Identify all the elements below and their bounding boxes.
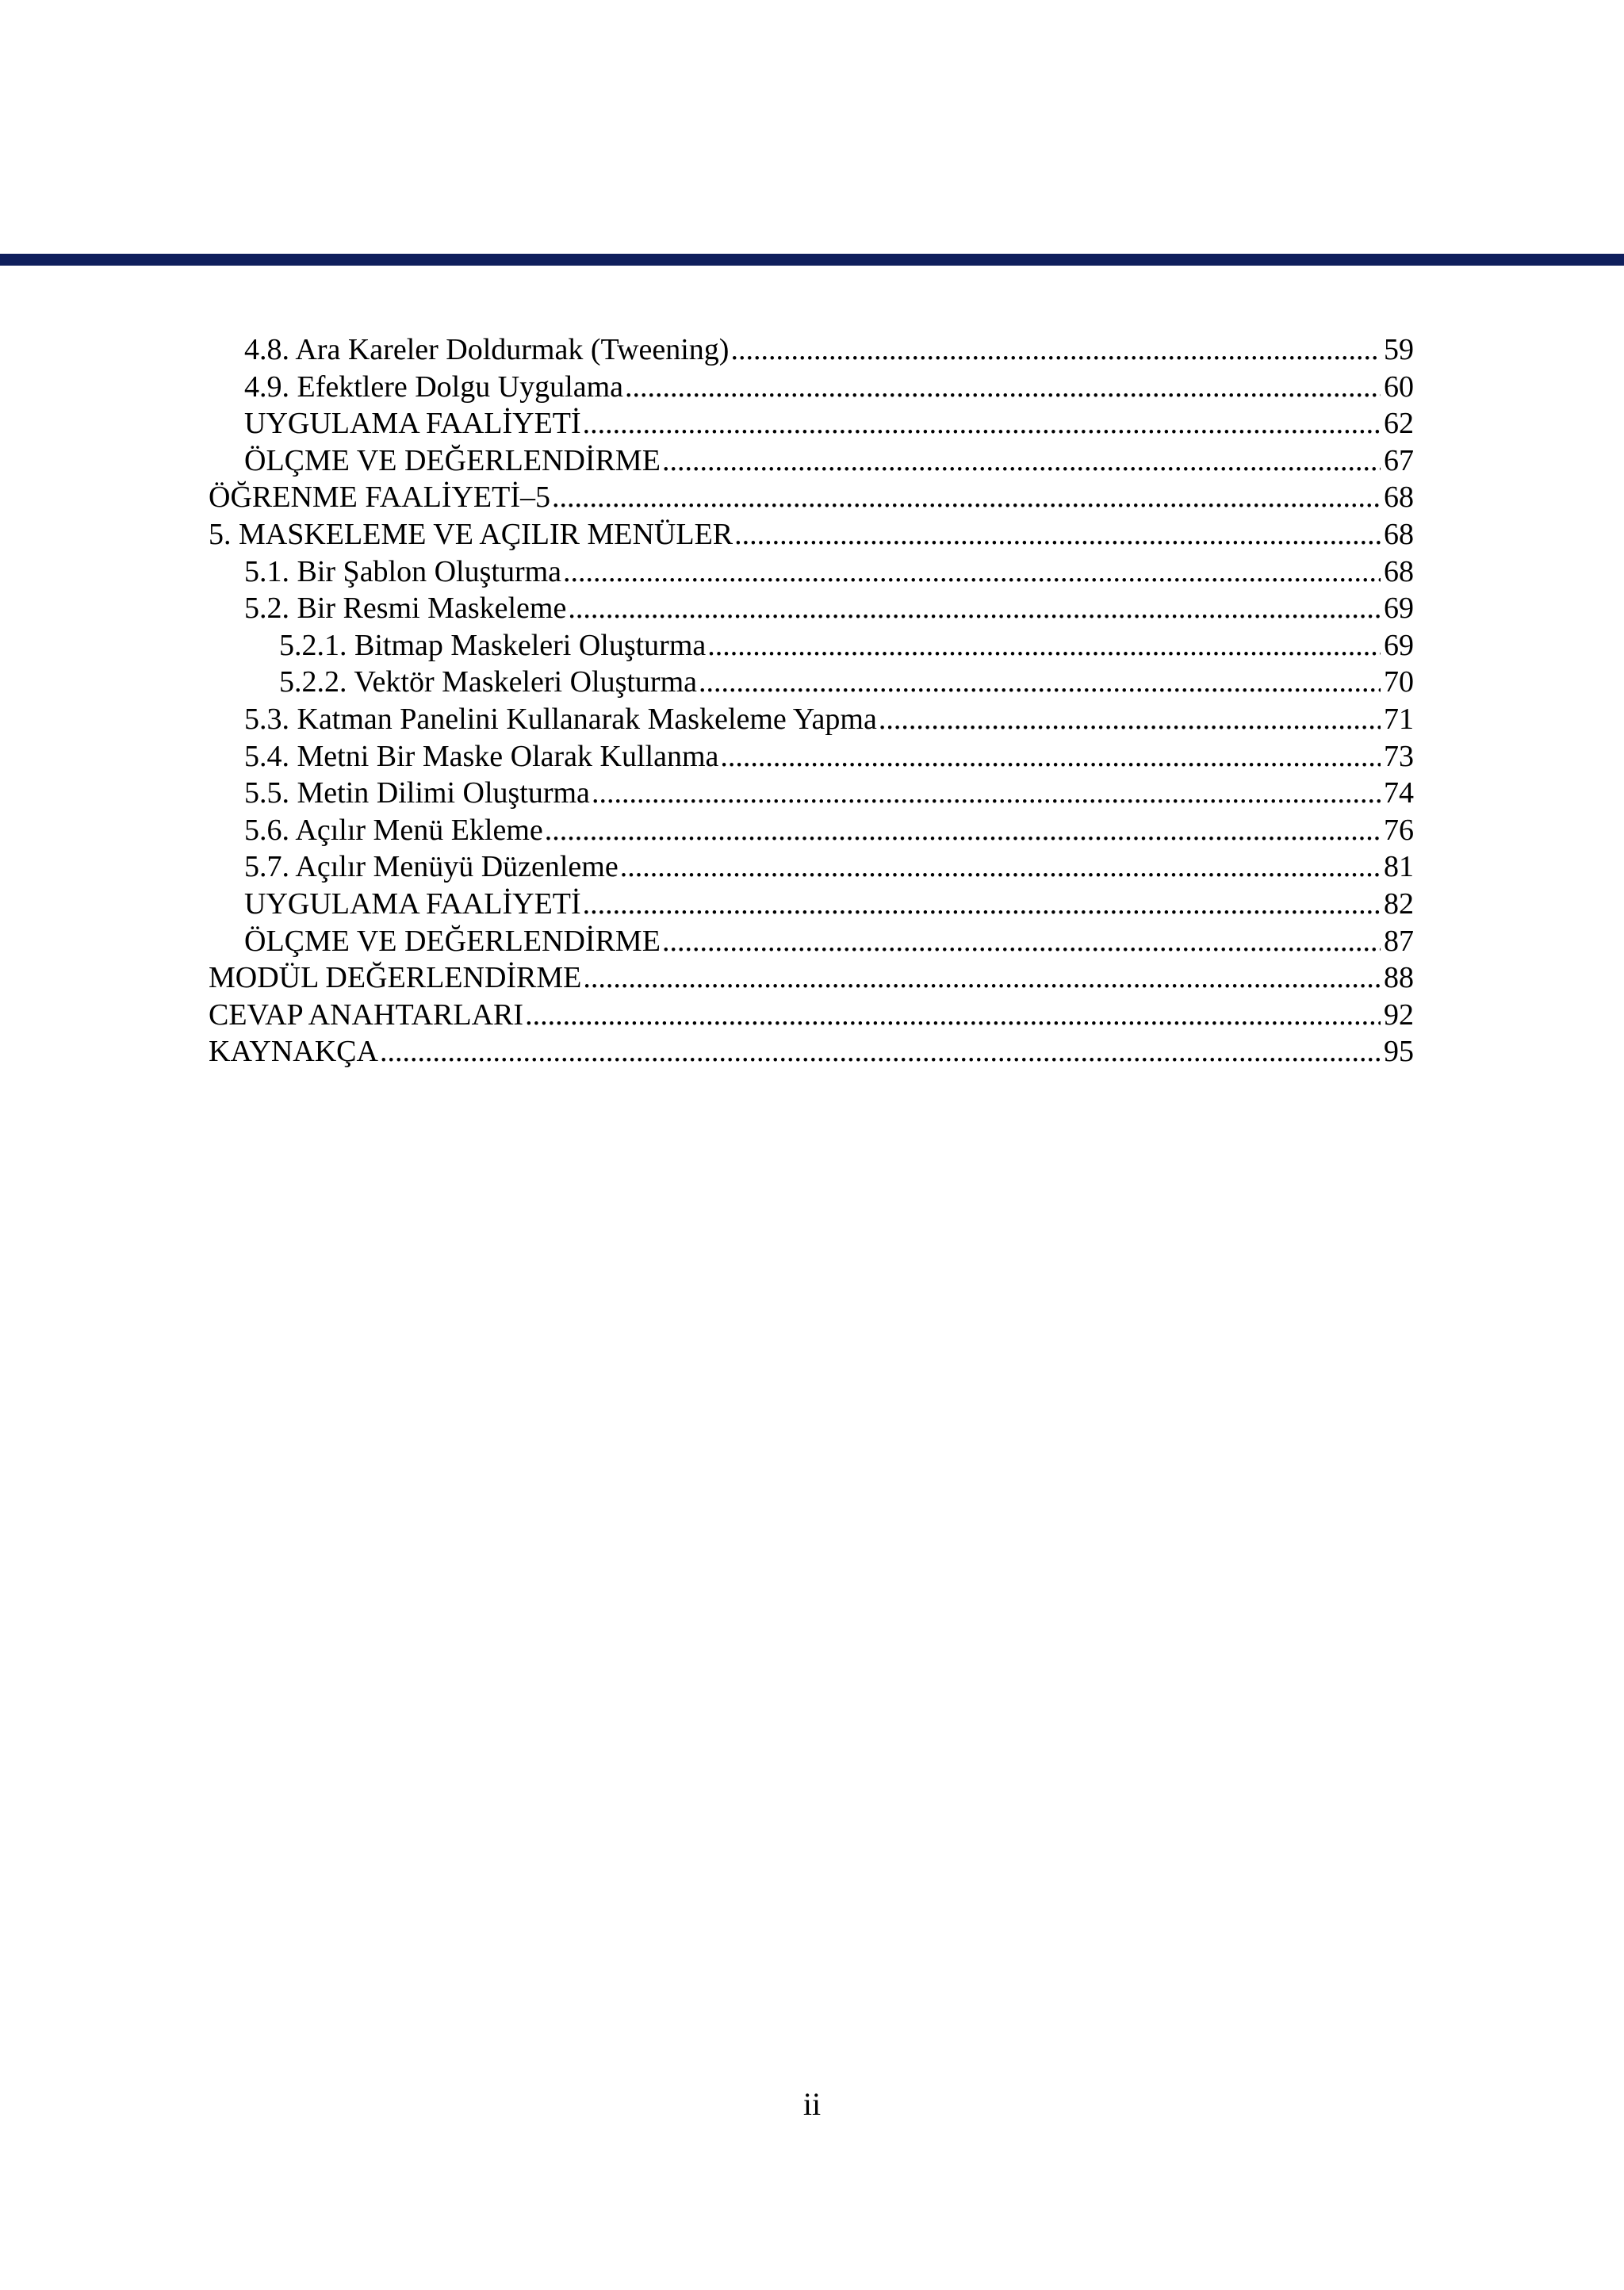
toc-leader-dots <box>620 848 1381 886</box>
toc-entry-page: 73 <box>1384 739 1414 773</box>
toc-entry[interactable] <box>209 627 1414 664</box>
toc-entry-page: 95 <box>1384 1035 1414 1069</box>
toc-entry-page: 92 <box>1384 998 1414 1032</box>
header-rule <box>0 254 1624 266</box>
toc-leader-dots <box>545 812 1381 849</box>
toc-entry[interactable] <box>209 997 1414 1034</box>
toc-leader-dots <box>662 442 1381 480</box>
toc-entry-title: 5.6. Açılır Menü Ekleme <box>244 813 543 847</box>
table-of-contents <box>209 331 1414 1070</box>
toc-entry[interactable] <box>209 553 1414 591</box>
toc-entry-page: 68 <box>1384 517 1414 551</box>
toc-entry-title: UYGULAMA FAALİYETİ <box>244 887 581 921</box>
toc-entry-title: 5.4. Metni Bir Maske Olarak Kullanma <box>244 739 719 773</box>
toc-entry-page: 71 <box>1384 702 1414 736</box>
toc-entry-page: 87 <box>1384 924 1414 958</box>
toc-entry-page: 76 <box>1384 813 1414 847</box>
toc-leader-dots <box>563 553 1381 591</box>
toc-entry[interactable] <box>209 959 1414 997</box>
toc-entry[interactable] <box>209 369 1414 406</box>
toc-entry-page: 69 <box>1384 628 1414 662</box>
toc-entry-title: 5.2.1. Bitmap Maskeleri Oluşturma <box>279 628 707 662</box>
toc-entry-page: 68 <box>1384 481 1414 515</box>
toc-entry-page: 60 <box>1384 370 1414 404</box>
toc-leader-dots <box>625 369 1381 406</box>
toc-leader-dots <box>730 331 1381 369</box>
toc-leader-dots <box>583 886 1381 923</box>
toc-entry-title: 4.9. Efektlere Dolgu Uygulama <box>244 370 624 404</box>
toc-entry[interactable] <box>209 812 1414 849</box>
toc-entry[interactable] <box>209 664 1414 701</box>
toc-entry[interactable] <box>209 516 1414 553</box>
toc-leader-dots <box>879 701 1381 738</box>
toc-entry-title: 5. MASKELEME VE AÇILIR MENÜLER <box>209 517 733 551</box>
toc-entry-page: 74 <box>1384 776 1414 810</box>
toc-entry-page: 70 <box>1384 665 1414 699</box>
toc-entry-title: KAYNAKÇA <box>209 1035 378 1069</box>
toc-entry-page: 69 <box>1384 592 1414 626</box>
toc-entry-page: 82 <box>1384 887 1414 921</box>
toc-leader-dots <box>525 997 1381 1034</box>
toc-entry-page: 81 <box>1384 850 1414 884</box>
toc-entry-title: 5.3. Katman Panelini Kullanarak Maskeleme Yapma <box>244 702 877 736</box>
toc-entry-page: 88 <box>1384 961 1414 995</box>
toc-leader-dots <box>552 479 1381 516</box>
toc-leader-dots <box>734 516 1381 553</box>
toc-entry-title: 5.2. Bir Resmi Maskeleme <box>244 592 567 626</box>
toc-entry[interactable] <box>209 1033 1414 1070</box>
toc-entry-title: 5.1. Bir Şablon Oluşturma <box>244 554 562 588</box>
toc-entry-title: ÖLÇME VE DEĞERLENDİRME <box>244 924 661 958</box>
toc-leader-dots <box>380 1033 1381 1070</box>
toc-entry-title: 4.8. Ara Kareler Doldurmak (Tweening) <box>244 333 730 366</box>
toc-leader-dots <box>568 590 1381 627</box>
toc-entry-title: ÖLÇME VE DEĞERLENDİRME <box>244 443 661 477</box>
toc-entry[interactable] <box>209 331 1414 369</box>
toc-leader-dots <box>699 664 1381 701</box>
toc-entry[interactable] <box>209 701 1414 738</box>
toc-entry-title: MODÜL DEĞERLENDİRME <box>209 961 582 995</box>
toc-entry[interactable] <box>209 405 1414 442</box>
toc-entry[interactable] <box>209 886 1414 923</box>
toc-leader-dots <box>662 923 1381 960</box>
toc-entry[interactable] <box>209 590 1414 627</box>
toc-entry-page: 62 <box>1384 407 1414 441</box>
toc-leader-dots <box>720 738 1381 775</box>
toc-leader-dots <box>583 959 1381 997</box>
toc-entry-title: ÖĞRENME FAALİYETİ–5 <box>209 481 550 515</box>
toc-entry-title: CEVAP ANAHTARLARI <box>209 998 524 1032</box>
toc-entry-page: 59 <box>1384 333 1414 366</box>
toc-entry-title: UYGULAMA FAALİYETİ <box>244 407 581 441</box>
toc-entry[interactable] <box>209 923 1414 960</box>
page-number: ii <box>802 2086 822 2122</box>
toc-entry-page: 67 <box>1384 443 1414 477</box>
toc-entry[interactable] <box>209 479 1414 516</box>
toc-entry[interactable] <box>209 442 1414 480</box>
toc-leader-dots <box>592 775 1381 812</box>
toc-leader-dots <box>583 405 1381 442</box>
toc-entry[interactable] <box>209 848 1414 886</box>
toc-entry-page: 68 <box>1384 554 1414 588</box>
toc-entry-title: 5.7. Açılır Menüyü Düzenleme <box>244 850 619 884</box>
toc-leader-dots <box>707 627 1381 664</box>
toc-entry-title: 5.2.2. Vektör Maskeleri Oluşturma <box>279 665 697 699</box>
toc-entry[interactable] <box>209 738 1414 775</box>
toc-entry-title: 5.5. Metin Dilimi Oluşturma <box>244 776 590 810</box>
toc-entry[interactable] <box>209 775 1414 812</box>
